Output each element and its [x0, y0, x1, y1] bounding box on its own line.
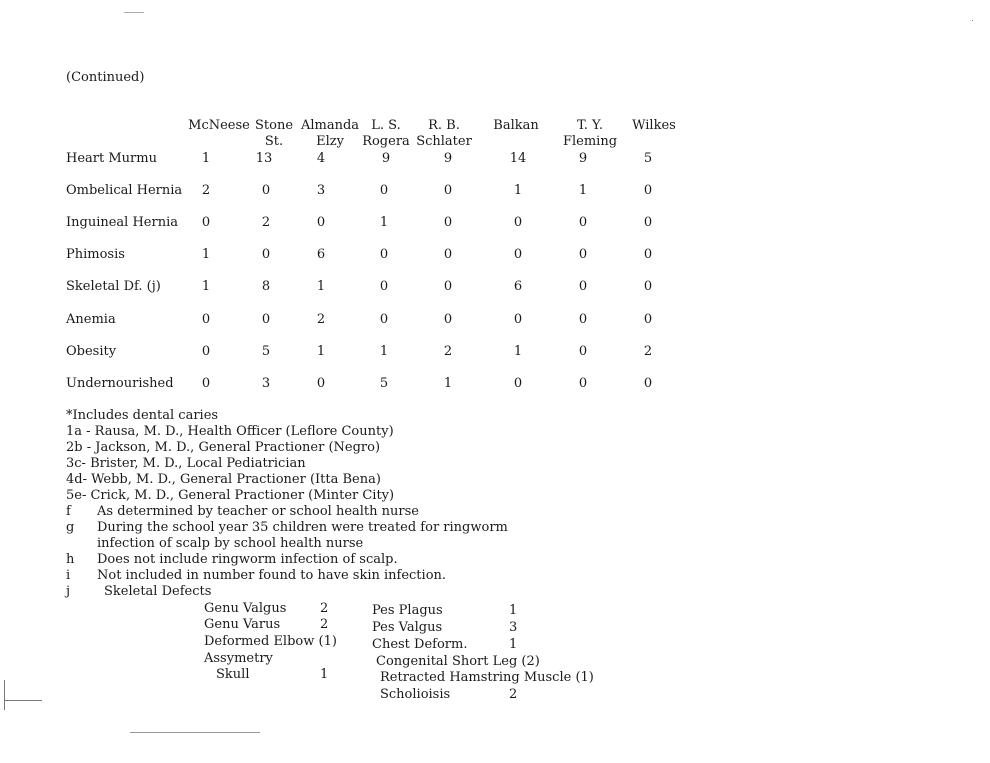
- defect-skull: Skull: [216, 667, 250, 682]
- defect-chest-deform: Chest Deform.: [372, 637, 468, 652]
- defect-chest-deform-count: 1: [509, 637, 518, 652]
- footnote-1a: 1a - Rausa, M. D., Health Officer (Leflore County): [66, 424, 394, 439]
- defect-skull-count: 1: [320, 667, 329, 682]
- table-cell: 9: [443, 151, 453, 166]
- table-cell: 0: [379, 247, 389, 262]
- table-cell: 0: [578, 279, 588, 294]
- table-cell: 0: [578, 247, 588, 262]
- scan-mark: [972, 20, 973, 21]
- table-cell: 0: [443, 183, 453, 198]
- footnote-j-text: Skeletal Defects: [104, 584, 212, 599]
- table-cell: 1: [513, 183, 523, 198]
- defect-pes-valgus-count: 3: [509, 620, 518, 635]
- table-cell: 0: [643, 312, 653, 327]
- row-label: Phimosis: [66, 247, 125, 262]
- table-cell: 9: [381, 151, 391, 166]
- table-cell: 1: [316, 344, 326, 359]
- table-cell: 3: [261, 376, 271, 391]
- table-cell: 0: [578, 215, 588, 230]
- table-cell: 0: [379, 183, 389, 198]
- table-cell: 5: [261, 344, 271, 359]
- footnote-3c: 3c- Brister, M. D., Local Pediatrician: [66, 456, 306, 471]
- defect-assymetry: Assymetry: [204, 651, 273, 666]
- row-label: Ombelical Hernia: [66, 183, 183, 198]
- footnote-i-key: i: [66, 568, 71, 583]
- table-cell: 0: [578, 376, 588, 391]
- col-header-ls-rogera: L. S. Rogera: [362, 118, 410, 149]
- table-cell: 0: [578, 312, 588, 327]
- defect-scholioisis: Scholioisis: [380, 687, 451, 702]
- table-cell: 2: [316, 312, 326, 327]
- table-cell: 0: [643, 279, 653, 294]
- col-header-mcneese: McNeese: [188, 118, 250, 133]
- footnote-star: *Includes dental caries: [66, 408, 219, 423]
- footnote-5e: 5e- Crick, M. D., General Practioner (Minter City): [66, 488, 395, 503]
- table-cell: 1: [201, 279, 211, 294]
- col-header-stone-st: Stone St.: [254, 118, 294, 149]
- col-header-almanda-elzy: Almanda Elzy: [300, 118, 360, 149]
- table-cell: 0: [643, 183, 653, 198]
- defect-deformed-elbow: Deformed Elbow (1): [204, 634, 337, 649]
- table-cell: 13: [255, 151, 273, 166]
- row-label: Anemia: [66, 312, 116, 327]
- table-cell: 1: [379, 215, 389, 230]
- scan-mark: [4, 700, 42, 701]
- scan-mark: [124, 12, 144, 13]
- footnote-j-key: j: [66, 584, 71, 599]
- defect-pes-plagus-count: 1: [509, 603, 518, 618]
- continued-label: (Continued): [66, 70, 145, 85]
- footnote-h-key: h: [66, 552, 75, 567]
- table-cell: 8: [261, 279, 271, 294]
- table-cell: 0: [201, 215, 211, 230]
- row-label: Heart Murmu: [66, 151, 157, 166]
- table-cell: 0: [443, 215, 453, 230]
- defect-genu-varus-count: 2: [320, 617, 329, 632]
- table-cell: 1: [201, 247, 211, 262]
- table-cell: 1: [316, 279, 326, 294]
- defect-genu-valgus-count: 2: [320, 601, 329, 616]
- defect-retracted-hamstring: Retracted Hamstring Muscle (1): [380, 670, 594, 685]
- row-label: Obesity: [66, 344, 117, 359]
- table-cell: 0: [513, 215, 523, 230]
- table-cell: 14: [509, 151, 527, 166]
- table-cell: 0: [261, 183, 271, 198]
- footnote-i-text: Not included in number found to have skin infection.: [97, 568, 447, 583]
- table-cell: 0: [316, 215, 326, 230]
- table-cell: 1: [443, 376, 453, 391]
- table-cell: 2: [201, 183, 211, 198]
- table-cell: 0: [261, 312, 271, 327]
- table-cell: 6: [513, 279, 523, 294]
- table-cell: 1: [578, 183, 588, 198]
- table-cell: 0: [513, 247, 523, 262]
- table-cell: 0: [643, 215, 653, 230]
- table-cell: 0: [316, 376, 326, 391]
- col-header-ty-fleming: T. Y. Fleming: [562, 118, 618, 149]
- col-header-wilkes: Wilkes: [632, 118, 676, 133]
- row-label: Undernourished: [66, 376, 174, 391]
- table-cell: 5: [379, 376, 389, 391]
- table-cell: 0: [261, 247, 271, 262]
- table-cell: 2: [443, 344, 453, 359]
- table-cell: 1: [379, 344, 389, 359]
- table-cell: 1: [513, 344, 523, 359]
- table-cell: 9: [578, 151, 588, 166]
- table-cell: 0: [513, 312, 523, 327]
- table-cell: 1: [201, 151, 211, 166]
- footnote-h-text: Does not include ringworm infection of scalp.: [97, 552, 398, 567]
- table-cell: 0: [578, 344, 588, 359]
- table-cell: 5: [643, 151, 653, 166]
- footnote-2b: 2b - Jackson, M. D., General Practioner (Negro): [66, 440, 381, 455]
- table-cell: 4: [316, 151, 326, 166]
- footnote-g-text-cont: infection of scalp by school health nurse: [97, 536, 364, 551]
- footnote-g-text: During the school year 35 children were treated for ringworm: [97, 520, 508, 535]
- defect-congenital-short-leg: Congenital Short Leg (2): [376, 654, 540, 669]
- defect-genu-valgus: Genu Valgus: [204, 601, 287, 616]
- table-cell: 0: [643, 376, 653, 391]
- footnote-f-text: As determined by teacher or school health nurse: [97, 504, 419, 519]
- table-cell: 0: [379, 312, 389, 327]
- row-label: Inguineal Hernia: [66, 215, 178, 230]
- table-cell: 0: [643, 247, 653, 262]
- defect-genu-varus: Genu Varus: [204, 617, 281, 632]
- table-cell: 0: [201, 312, 211, 327]
- table-cell: 0: [201, 344, 211, 359]
- table-cell: 0: [379, 279, 389, 294]
- defect-pes-valgus: Pes Valgus: [372, 620, 443, 635]
- col-header-balkan: Balkan: [493, 118, 539, 133]
- table-cell: 6: [316, 247, 326, 262]
- table-cell: 3: [316, 183, 326, 198]
- footnote-g-key: g: [66, 520, 75, 535]
- scan-mark: [130, 732, 260, 733]
- footnote-4d: 4d- Webb, M. D., General Practioner (Itta Bena): [66, 472, 381, 487]
- defect-scholioisis-count: 2: [509, 687, 518, 702]
- table-cell: 0: [443, 279, 453, 294]
- row-label: Skeletal Df. (j): [66, 279, 161, 294]
- col-header-rb-schlater: R. B. Schlater: [416, 118, 472, 149]
- footnote-f-key: f: [66, 504, 71, 519]
- table-cell: 0: [443, 247, 453, 262]
- table-cell: 0: [201, 376, 211, 391]
- scan-mark: [4, 680, 5, 710]
- table-cell: 0: [443, 312, 453, 327]
- table-cell: 0: [513, 376, 523, 391]
- table-cell: 2: [261, 215, 271, 230]
- defect-pes-plagus: Pes Plagus: [372, 603, 443, 618]
- table-cell: 2: [643, 344, 653, 359]
